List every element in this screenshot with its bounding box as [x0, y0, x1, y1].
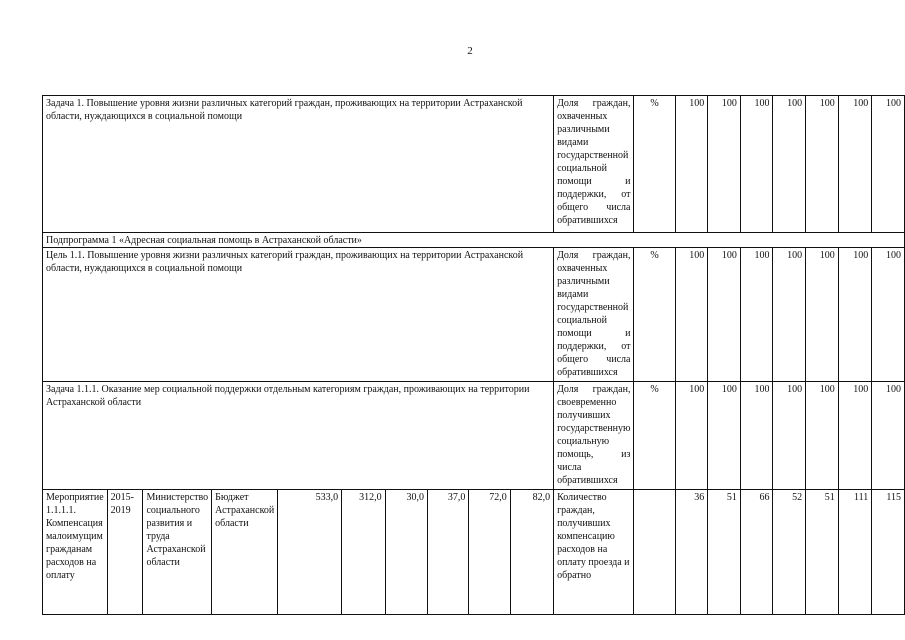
task-1-value: 100	[838, 96, 872, 233]
task-1-1-1-value: 100	[740, 382, 773, 490]
task-1-1-1-value: 100	[872, 382, 905, 490]
program-indicators-table	[42, 95, 905, 615]
goal-1-1-value: 100	[740, 248, 773, 382]
measure-name: Мероприятие 1.1.1.1. Компенсация малоимущим гражданам расходов на оплату	[43, 490, 108, 615]
page-number: 2	[467, 45, 473, 57]
measure-funding-source: Бюджет Астраханской области	[212, 490, 278, 615]
measure-funding-total: 533,0	[278, 490, 342, 615]
measure-unit	[634, 490, 675, 615]
goal-1-1-value: 100	[708, 248, 741, 382]
goal-1-1-unit: %	[634, 248, 675, 382]
task-1-1-1-value: 100	[675, 382, 708, 490]
task-1-1-1-indicator: Доля граждан, своевременно получивших государственную социальную помощь, из числа обратившихся	[554, 382, 634, 490]
task-1-indicator: Доля граждан, охваченных различными видами государственной социальной помощи и поддержки, от общего числа обратившихся	[554, 96, 634, 233]
task-1-value: 100	[740, 96, 773, 233]
measure-value: 51	[708, 490, 741, 615]
goal-1-1-value: 100	[838, 248, 872, 382]
goal-1-1-value: 100	[675, 248, 708, 382]
measure-period: 2015-2019	[107, 490, 143, 615]
measure-value: 115	[872, 490, 905, 615]
task-1-1-1-unit: %	[634, 382, 675, 490]
task-1-1-1-value: 100	[708, 382, 741, 490]
measure-value: 111	[838, 490, 872, 615]
goal-1-1-indicator: Доля граждан, охваченных различными видами государственной социальной помощи и поддержки, от общего числа обратившихся	[554, 248, 634, 382]
measure-value: 52	[773, 490, 806, 615]
goal-1-1-row	[43, 248, 905, 382]
task-1-1-1-value: 100	[838, 382, 872, 490]
measure-funding-year: 30,0	[385, 490, 427, 615]
measure-1-1-1-1-row	[43, 490, 905, 615]
goal-1-1-value: 100	[806, 248, 839, 382]
task-1-value: 100	[675, 96, 708, 233]
task-1-1-1-value: 100	[773, 382, 806, 490]
measure-funding-year: 82,0	[510, 490, 553, 615]
measure-value: 51	[806, 490, 839, 615]
task-1-1-1-value: 100	[806, 382, 839, 490]
measure-funding-year: 312,0	[342, 490, 386, 615]
measure-indicator: Количество граждан, получивших компенсацию расходов на оплату проезда и обратно	[554, 490, 634, 615]
task-1-1-1-text: Задача 1.1.1. Оказание мер социальной поддержки отдельным категориям граждан, проживающих на территории Астраханской области	[43, 382, 554, 490]
task-1-unit: %	[634, 96, 675, 233]
task-1-value: 100	[708, 96, 741, 233]
task-1-value: 100	[773, 96, 806, 233]
goal-1-1-value: 100	[773, 248, 806, 382]
measure-funding-year: 72,0	[469, 490, 510, 615]
task-1-text: Задача 1. Повышение уровня жизни различных категорий граждан, проживающих на территории Астраханской области, нуждающихся в социальной помощи	[43, 96, 554, 233]
task-1-value: 100	[806, 96, 839, 233]
goal-1-1-value: 100	[872, 248, 905, 382]
task-1-value: 100	[872, 96, 905, 233]
measure-executor: Министерство социального развития и труда Астраханской области	[143, 490, 212, 615]
task-1-row	[43, 96, 905, 233]
goal-1-1-text: Цель 1.1. Повышение уровня жизни различных категорий граждан, проживающих на территории Астраханской области, нуждающихся в социальной помощи	[43, 248, 554, 382]
measure-value: 66	[740, 490, 773, 615]
task-1-1-1-row	[43, 382, 905, 490]
measure-value: 36	[675, 490, 708, 615]
measure-funding-year: 37,0	[427, 490, 468, 615]
subprogram-1-row	[43, 233, 905, 248]
subprogram-1-title: Подпрограмма 1 «Адресная социальная помощь в Астраханской области»	[43, 233, 905, 248]
